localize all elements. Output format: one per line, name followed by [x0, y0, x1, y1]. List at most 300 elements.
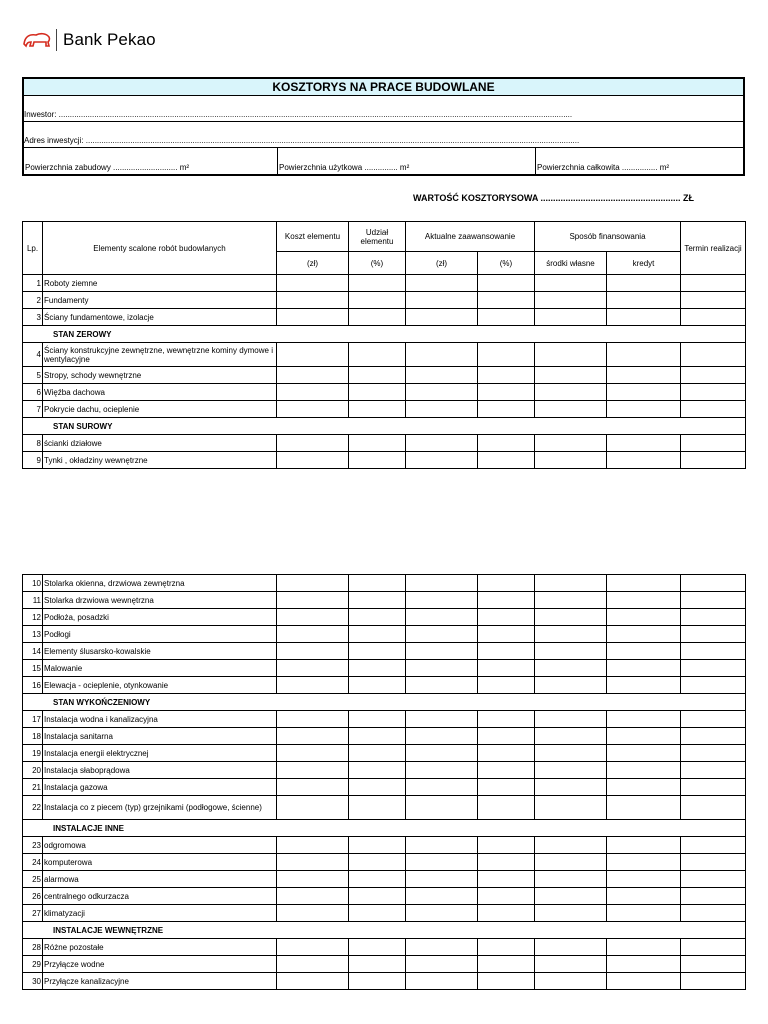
share-cell[interactable] — [349, 837, 406, 854]
credit-cell[interactable] — [607, 660, 681, 677]
row-number: 14 — [23, 643, 43, 660]
row-number: 24 — [23, 854, 43, 871]
header-progress-pct: (%) — [478, 252, 535, 275]
share-cell[interactable] — [349, 728, 406, 745]
table-row — [23, 575, 746, 592]
share-cell[interactable] — [349, 956, 406, 973]
term-cell[interactable] — [681, 609, 746, 626]
row-number: 16 — [23, 677, 43, 694]
progress-pct-cell[interactable] — [478, 837, 535, 854]
logo-separator — [56, 29, 57, 51]
progress-pct-cell[interactable] — [478, 643, 535, 660]
credit-cell[interactable] — [607, 367, 681, 384]
term-cell[interactable] — [681, 796, 746, 820]
own-funds-cell[interactable] — [535, 275, 607, 292]
term-cell[interactable] — [681, 728, 746, 745]
total-value-line[interactable]: WARTOŚĆ KOSZTORYSOWA ........................................................ ZŁ — [413, 193, 695, 203]
table-row — [23, 677, 746, 694]
cost-cell[interactable] — [277, 401, 349, 418]
section-title: STAN WYKOŃCZENIOWY — [23, 694, 746, 711]
progress-zl-cell[interactable] — [406, 779, 478, 796]
cost-cell[interactable] — [277, 343, 349, 367]
cost-cell[interactable] — [277, 367, 349, 384]
progress-pct-cell[interactable] — [478, 711, 535, 728]
header-cost-unit: (zł) — [277, 252, 349, 275]
area-built-field[interactable]: Powierzchnia zabudowy ............................. m² — [25, 163, 190, 172]
progress-pct-cell[interactable] — [478, 384, 535, 401]
row-number: 1 — [23, 275, 43, 292]
row-number: 15 — [23, 660, 43, 677]
row-number: 5 — [23, 367, 43, 384]
term-cell[interactable] — [681, 435, 746, 452]
own-funds-cell[interactable] — [535, 905, 607, 922]
row-number: 7 — [23, 401, 43, 418]
own-funds-cell[interactable] — [535, 609, 607, 626]
credit-cell[interactable] — [607, 592, 681, 609]
row-number: 17 — [23, 711, 43, 728]
progress-zl-cell[interactable] — [406, 609, 478, 626]
own-funds-cell[interactable] — [535, 660, 607, 677]
own-funds-cell[interactable] — [535, 796, 607, 820]
row-number: 10 — [23, 575, 43, 592]
progress-zl-cell[interactable] — [406, 711, 478, 728]
term-cell[interactable] — [681, 677, 746, 694]
own-funds-cell[interactable] — [535, 762, 607, 779]
row-label: Pokrycie dachu, ocieplenie — [43, 401, 277, 418]
share-cell[interactable] — [349, 292, 406, 309]
share-cell[interactable] — [349, 854, 406, 871]
progress-pct-cell[interactable] — [478, 796, 535, 820]
own-funds-cell[interactable] — [535, 939, 607, 956]
progress-zl-cell[interactable] — [406, 401, 478, 418]
term-cell[interactable] — [681, 956, 746, 973]
cost-cell[interactable] — [277, 762, 349, 779]
credit-cell[interactable] — [607, 837, 681, 854]
term-cell[interactable] — [681, 973, 746, 990]
credit-cell[interactable] — [607, 275, 681, 292]
own-funds-cell[interactable] — [535, 745, 607, 762]
progress-zl-cell[interactable] — [406, 592, 478, 609]
share-cell[interactable] — [349, 871, 406, 888]
table-row — [23, 592, 746, 609]
credit-cell[interactable] — [607, 626, 681, 643]
cost-cell[interactable] — [277, 435, 349, 452]
own-funds-cell[interactable] — [535, 677, 607, 694]
progress-pct-cell[interactable] — [478, 888, 535, 905]
term-cell[interactable] — [681, 888, 746, 905]
progress-zl-cell[interactable] — [406, 384, 478, 401]
credit-cell[interactable] — [607, 609, 681, 626]
term-cell[interactable] — [681, 745, 746, 762]
cost-cell[interactable] — [277, 626, 349, 643]
progress-zl-cell[interactable] — [406, 343, 478, 367]
bank-logo — [22, 28, 156, 52]
own-funds-cell[interactable] — [535, 343, 607, 367]
credit-cell[interactable] — [607, 779, 681, 796]
row-label: Malowanie — [43, 660, 277, 677]
row-number: 29 — [23, 956, 43, 973]
cost-cell[interactable] — [277, 384, 349, 401]
table-row — [23, 956, 746, 973]
credit-cell[interactable] — [607, 343, 681, 367]
progress-zl-cell[interactable] — [406, 796, 478, 820]
credit-cell[interactable] — [607, 956, 681, 973]
address-row[interactable] — [24, 122, 743, 148]
progress-pct-cell[interactable] — [478, 452, 535, 469]
own-funds-cell[interactable] — [535, 626, 607, 643]
term-cell[interactable] — [681, 367, 746, 384]
progress-pct-cell[interactable] — [478, 275, 535, 292]
row-label: Podłoża, posadzki — [43, 609, 277, 626]
row-label: komputerowa — [43, 854, 277, 871]
table-row — [23, 837, 746, 854]
cost-table-part1 — [22, 221, 746, 469]
share-cell[interactable] — [349, 711, 406, 728]
share-cell[interactable] — [349, 275, 406, 292]
progress-pct-cell[interactable] — [478, 367, 535, 384]
investor-field[interactable]: Inwestor: ....................................................................................................................................................................................................................................... — [24, 110, 573, 119]
own-funds-cell[interactable] — [535, 956, 607, 973]
progress-pct-cell[interactable] — [478, 343, 535, 367]
table-row — [23, 779, 746, 796]
own-funds-cell[interactable] — [535, 888, 607, 905]
share-cell[interactable] — [349, 796, 406, 820]
progress-zl-cell[interactable] — [406, 973, 478, 990]
table-row — [23, 275, 746, 292]
credit-cell[interactable] — [607, 871, 681, 888]
address-field[interactable]: Adres inwestycji: .............................................................................................................................................................................................................................. — [24, 136, 580, 145]
table-row — [23, 762, 746, 779]
table-row — [23, 367, 746, 384]
share-cell[interactable] — [349, 973, 406, 990]
progress-zl-cell[interactable] — [406, 956, 478, 973]
cost-cell[interactable] — [277, 643, 349, 660]
progress-zl-cell[interactable] — [406, 939, 478, 956]
credit-cell[interactable] — [607, 384, 681, 401]
share-cell[interactable] — [349, 745, 406, 762]
term-cell[interactable] — [681, 660, 746, 677]
row-number: 26 — [23, 888, 43, 905]
progress-pct-cell[interactable] — [478, 660, 535, 677]
row-number: 22 — [23, 796, 43, 820]
share-cell[interactable] — [349, 626, 406, 643]
progress-pct-cell[interactable] — [478, 677, 535, 694]
credit-cell[interactable] — [607, 762, 681, 779]
credit-cell[interactable] — [607, 643, 681, 660]
term-cell[interactable] — [681, 384, 746, 401]
progress-zl-cell[interactable] — [406, 309, 478, 326]
progress-pct-cell[interactable] — [478, 626, 535, 643]
cost-cell[interactable] — [277, 677, 349, 694]
cost-cell[interactable] — [277, 837, 349, 854]
progress-zl-cell[interactable] — [406, 575, 478, 592]
credit-cell[interactable] — [607, 711, 681, 728]
cost-table-part2 — [22, 574, 746, 990]
share-cell[interactable] — [349, 888, 406, 905]
progress-pct-cell[interactable] — [478, 309, 535, 326]
progress-pct-cell[interactable] — [478, 292, 535, 309]
progress-pct-cell[interactable] — [478, 401, 535, 418]
progress-pct-cell[interactable] — [478, 435, 535, 452]
cost-cell[interactable] — [277, 939, 349, 956]
cost-cell[interactable] — [277, 779, 349, 796]
progress-zl-cell[interactable] — [406, 435, 478, 452]
table-row — [23, 384, 746, 401]
share-cell[interactable] — [349, 452, 406, 469]
credit-cell[interactable] — [607, 796, 681, 820]
row-label: Elementy ślusarsko-kowalskie — [43, 643, 277, 660]
table-row — [23, 711, 746, 728]
progress-zl-cell[interactable] — [406, 275, 478, 292]
own-funds-cell[interactable] — [535, 367, 607, 384]
own-funds-cell[interactable] — [535, 728, 607, 745]
progress-pct-cell[interactable] — [478, 762, 535, 779]
credit-cell[interactable] — [607, 452, 681, 469]
cost-cell[interactable] — [277, 956, 349, 973]
progress-pct-cell[interactable] — [478, 956, 535, 973]
row-label: Podłogi — [43, 626, 277, 643]
progress-zl-cell[interactable] — [406, 871, 478, 888]
credit-cell[interactable] — [607, 854, 681, 871]
term-cell[interactable] — [681, 939, 746, 956]
row-label: Ściany konstrukcyjne zewnętrzne, wewnętrzne kominy dymowe i wentylacyjne — [43, 343, 277, 367]
row-number: 9 — [23, 452, 43, 469]
cost-cell[interactable] — [277, 888, 349, 905]
credit-cell[interactable] — [607, 401, 681, 418]
row-number: 19 — [23, 745, 43, 762]
progress-zl-cell[interactable] — [406, 745, 478, 762]
investor-row[interactable] — [24, 96, 743, 122]
cost-cell[interactable] — [277, 575, 349, 592]
share-cell[interactable] — [349, 677, 406, 694]
own-funds-cell[interactable] — [535, 292, 607, 309]
credit-cell[interactable] — [607, 435, 681, 452]
section-row — [23, 694, 746, 711]
cost-cell[interactable] — [277, 592, 349, 609]
share-cell[interactable] — [349, 401, 406, 418]
progress-pct-cell[interactable] — [478, 854, 535, 871]
table-row — [23, 626, 746, 643]
progress-zl-cell[interactable] — [406, 888, 478, 905]
cost-cell[interactable] — [277, 309, 349, 326]
term-cell[interactable] — [681, 292, 746, 309]
table-row — [23, 888, 746, 905]
share-cell[interactable] — [349, 343, 406, 367]
share-cell[interactable] — [349, 643, 406, 660]
share-cell[interactable] — [349, 367, 406, 384]
cost-cell[interactable] — [277, 452, 349, 469]
row-label: odgromowa — [43, 837, 277, 854]
row-number: 25 — [23, 871, 43, 888]
share-cell[interactable] — [349, 435, 406, 452]
own-funds-cell[interactable] — [535, 435, 607, 452]
row-number: 20 — [23, 762, 43, 779]
term-cell[interactable] — [681, 871, 746, 888]
table-row — [23, 905, 746, 922]
row-label: Elewacja - ocieplenie, otynkowanie — [43, 677, 277, 694]
term-cell[interactable] — [681, 779, 746, 796]
term-cell[interactable] — [681, 401, 746, 418]
own-funds-cell[interactable] — [535, 643, 607, 660]
progress-zl-cell[interactable] — [406, 905, 478, 922]
table-row — [23, 292, 746, 309]
term-cell[interactable] — [681, 837, 746, 854]
own-funds-cell[interactable] — [535, 452, 607, 469]
own-funds-cell[interactable] — [535, 401, 607, 418]
own-funds-cell[interactable] — [535, 854, 607, 871]
row-number: 27 — [23, 905, 43, 922]
progress-pct-cell[interactable] — [478, 609, 535, 626]
bank-name: Bank Pekao — [63, 30, 156, 49]
cost-cell[interactable] — [277, 745, 349, 762]
credit-cell[interactable] — [607, 309, 681, 326]
row-number: 2 — [23, 292, 43, 309]
term-cell[interactable] — [681, 854, 746, 871]
cost-cell[interactable] — [277, 292, 349, 309]
cost-cell[interactable] — [277, 905, 349, 922]
section-row — [23, 326, 746, 343]
cost-cell[interactable] — [277, 854, 349, 871]
progress-zl-cell[interactable] — [406, 837, 478, 854]
section-title: STAN SUROWY — [23, 418, 746, 435]
credit-cell[interactable] — [607, 973, 681, 990]
term-cell[interactable] — [681, 343, 746, 367]
row-label: Różne pozostałe — [43, 939, 277, 956]
term-cell[interactable] — [681, 275, 746, 292]
share-cell[interactable] — [349, 575, 406, 592]
progress-zl-cell[interactable] — [406, 643, 478, 660]
area-usable-field[interactable]: Powierzchnia użytkowa ............... m² — [277, 148, 535, 174]
share-cell[interactable] — [349, 660, 406, 677]
credit-cell[interactable] — [607, 292, 681, 309]
row-label: Instalacja słaboprądowa — [43, 762, 277, 779]
progress-zl-cell[interactable] — [406, 292, 478, 309]
share-cell[interactable] — [349, 905, 406, 922]
cost-cell[interactable] — [277, 973, 349, 990]
table-row — [23, 609, 746, 626]
credit-cell[interactable] — [607, 888, 681, 905]
credit-cell[interactable] — [607, 745, 681, 762]
progress-pct-cell[interactable] — [478, 592, 535, 609]
term-cell[interactable] — [681, 575, 746, 592]
progress-pct-cell[interactable] — [478, 905, 535, 922]
cost-cell[interactable] — [277, 609, 349, 626]
progress-zl-cell[interactable] — [406, 762, 478, 779]
header-progress-zl: (zł) — [406, 252, 478, 275]
header-lp: Lp. — [23, 222, 43, 275]
cost-cell[interactable] — [277, 660, 349, 677]
row-label: centralnego odkurzacza — [43, 888, 277, 905]
share-cell[interactable] — [349, 309, 406, 326]
row-label: Stolarka okienna, drzwiowa zewnętrzna — [43, 575, 277, 592]
progress-pct-cell[interactable] — [478, 745, 535, 762]
progress-zl-cell[interactable] — [406, 854, 478, 871]
row-label: Instalacja sanitarna — [43, 728, 277, 745]
cost-cell[interactable] — [277, 711, 349, 728]
term-cell[interactable] — [681, 711, 746, 728]
share-cell[interactable] — [349, 939, 406, 956]
row-number: 28 — [23, 939, 43, 956]
row-label: ścianki działowe — [43, 435, 277, 452]
own-funds-cell[interactable] — [535, 837, 607, 854]
own-funds-cell[interactable] — [535, 973, 607, 990]
term-cell[interactable] — [681, 762, 746, 779]
cost-cell[interactable] — [277, 796, 349, 820]
row-number: 30 — [23, 973, 43, 990]
progress-zl-cell[interactable] — [406, 677, 478, 694]
row-label: klimatyzacji — [43, 905, 277, 922]
credit-cell[interactable] — [607, 575, 681, 592]
cost-cell[interactable] — [277, 275, 349, 292]
credit-cell[interactable] — [607, 677, 681, 694]
progress-pct-cell[interactable] — [478, 973, 535, 990]
term-cell[interactable] — [681, 592, 746, 609]
progress-pct-cell[interactable] — [478, 728, 535, 745]
row-label: alarmowa — [43, 871, 277, 888]
own-funds-cell[interactable] — [535, 309, 607, 326]
progress-zl-cell[interactable] — [406, 728, 478, 745]
progress-zl-cell[interactable] — [406, 367, 478, 384]
term-cell[interactable] — [681, 309, 746, 326]
section-title: STAN ZEROWY — [23, 326, 746, 343]
header-own-funds: środki własne — [535, 252, 607, 275]
term-cell[interactable] — [681, 905, 746, 922]
progress-zl-cell[interactable] — [406, 626, 478, 643]
table-row — [23, 643, 746, 660]
row-label: Instalacja co z piecem (typ) grzejnikami (podłogowe, ścienne) — [43, 796, 277, 820]
progress-pct-cell[interactable] — [478, 939, 535, 956]
share-cell[interactable] — [349, 762, 406, 779]
row-label: Przyłącze wodne — [43, 956, 277, 973]
own-funds-cell[interactable] — [535, 711, 607, 728]
table-row — [23, 728, 746, 745]
share-cell[interactable] — [349, 779, 406, 796]
own-funds-cell[interactable] — [535, 592, 607, 609]
progress-zl-cell[interactable] — [406, 452, 478, 469]
table-row — [23, 745, 746, 762]
row-label: Tynki , okładziny wewnętrzne — [43, 452, 277, 469]
cost-cell[interactable] — [277, 728, 349, 745]
own-funds-cell[interactable] — [535, 871, 607, 888]
credit-cell[interactable] — [607, 905, 681, 922]
own-funds-cell[interactable] — [535, 575, 607, 592]
share-cell[interactable] — [349, 592, 406, 609]
credit-cell[interactable] — [607, 939, 681, 956]
area-total-field[interactable]: Powierzchnia całkowita ................ m² — [535, 148, 743, 174]
table-row — [23, 435, 746, 452]
row-number: 3 — [23, 309, 43, 326]
share-cell[interactable] — [349, 384, 406, 401]
progress-pct-cell[interactable] — [478, 871, 535, 888]
row-label: Stropy, schody wewnętrzne — [43, 367, 277, 384]
form-title: KOSZTORYS NA PRACE BUDOWLANE — [24, 79, 743, 96]
share-cell[interactable] — [349, 609, 406, 626]
own-funds-cell[interactable] — [535, 779, 607, 796]
header-elements: Elementy scalone robót budowlanych — [43, 222, 277, 275]
row-number: 12 — [23, 609, 43, 626]
cost-cell[interactable] — [277, 871, 349, 888]
own-funds-cell[interactable] — [535, 384, 607, 401]
row-label: Instalacja wodna i kanalizacyjna — [43, 711, 277, 728]
table-row — [23, 939, 746, 956]
progress-zl-cell[interactable] — [406, 660, 478, 677]
progress-pct-cell[interactable] — [478, 779, 535, 796]
term-cell[interactable] — [681, 626, 746, 643]
credit-cell[interactable] — [607, 728, 681, 745]
progress-pct-cell[interactable] — [478, 575, 535, 592]
term-cell[interactable] — [681, 643, 746, 660]
term-cell[interactable] — [681, 452, 746, 469]
